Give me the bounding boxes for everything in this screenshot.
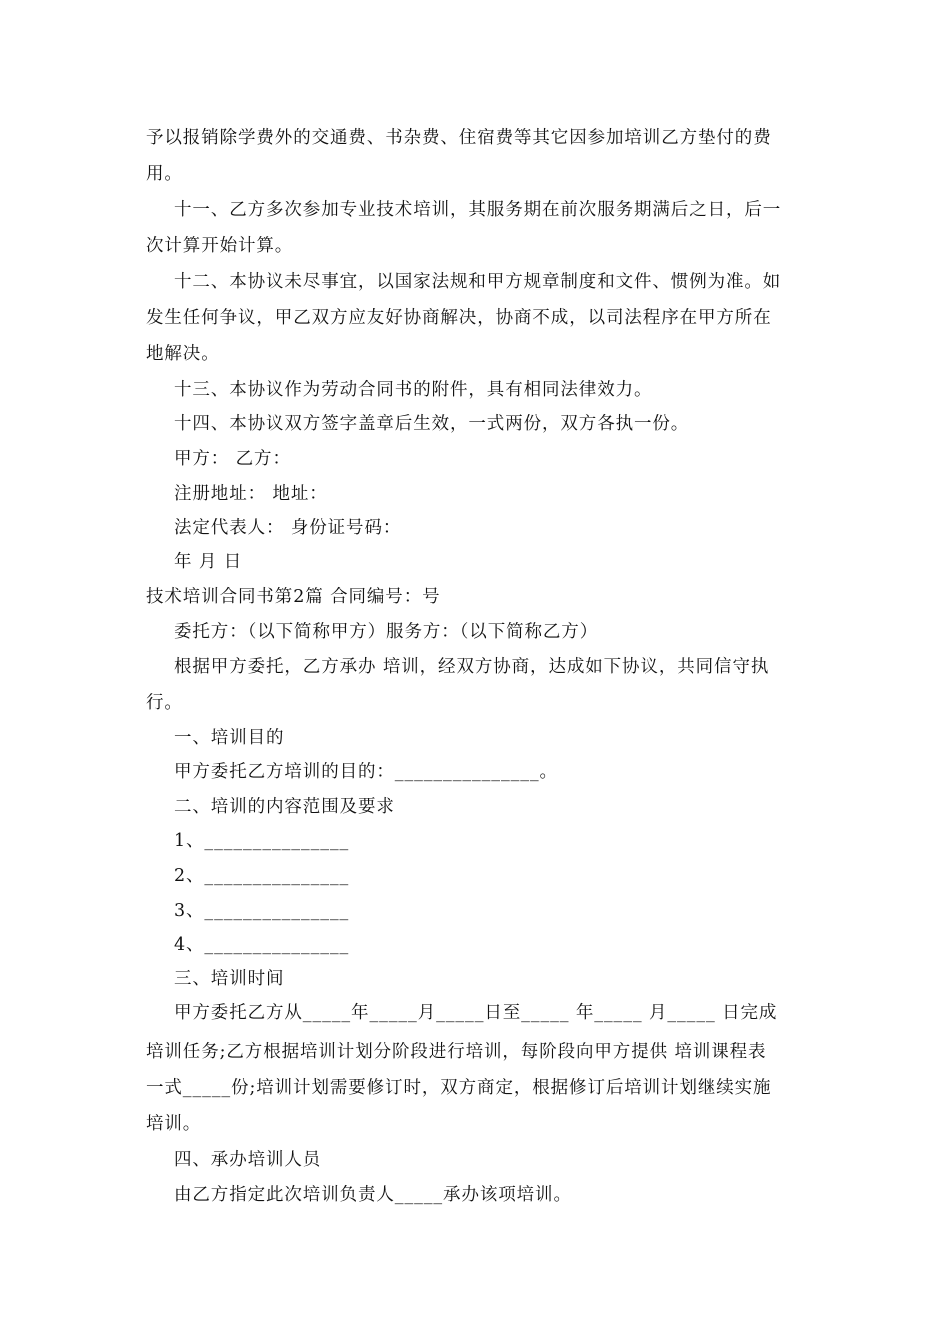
paragraph-line: 行。 — [146, 693, 183, 713]
paragraph-line: 次计算开始计算。 — [146, 236, 294, 256]
clause-11: 十一、乙方多次参加专业技术培训，其服务期在前次服务期满后之日，后一 — [174, 200, 782, 220]
list-item: 1、_______________ — [174, 831, 350, 851]
clause-13: 十三、本协议作为劳动合同书的附件，具有相同法律效力。 — [174, 380, 653, 400]
paragraph-line: 培训。 — [146, 1114, 202, 1134]
paragraph-line: 甲方委托乙方从_____年_____月_____日至_____ 年_____ 月_____ 日完成 — [174, 1003, 778, 1023]
paragraph-line: 由乙方指定此次培训负责人_____承办该项培训。 — [174, 1185, 572, 1205]
purpose-line: 甲方委托乙方培训的目的：_______________。 — [174, 762, 558, 782]
paragraph-line: 培训任务;乙方根据培训计划分阶段进行培训，每阶段向甲方提供 培训课程表 — [146, 1042, 767, 1062]
list-item: 3、_______________ — [174, 901, 350, 921]
clause-14: 十四、本协议双方签字盖章后生效，一式两份，双方各执一份。 — [174, 414, 690, 434]
heading-content: 二、培训的内容范围及要求 — [174, 797, 395, 817]
heading-time: 三、培训时间 — [174, 969, 285, 989]
paragraph-line: 地解决。 — [146, 344, 220, 364]
party-signature-line: 甲方： 乙方： — [174, 449, 291, 469]
heading-personnel: 四、承办培训人员 — [174, 1150, 322, 1170]
date-line: 年 月 日 — [174, 552, 243, 572]
list-item: 2、_______________ — [174, 866, 350, 886]
legal-representative-line: 法定代表人： 身份证号码： — [174, 518, 402, 538]
paragraph-line: 一式_____份;培训计划需要修订时，双方商定，根据修订后培训计划继续实施 — [146, 1078, 772, 1098]
clause-12: 十二、本协议未尽事宜，以国家法规和甲方规章制度和文件、惯例为准。如 — [174, 272, 782, 292]
heading-purpose: 一、培训目的 — [174, 728, 285, 748]
address-line: 注册地址： 地址： — [174, 484, 328, 504]
paragraph-line: 用。 — [146, 164, 183, 184]
paragraph-line: 根据甲方委托，乙方承办 培训，经双方协商，达成如下协议，共同信守执 — [174, 657, 770, 677]
paragraph-line: 予以报销除学费外的交通费、书杂费、住宿费等其它因参加培训乙方垫付的费 — [146, 128, 772, 148]
parties-line: 委托方：（以下简称甲方）服务方：（以下简称乙方） — [174, 622, 599, 642]
list-item: 4、_______________ — [174, 935, 350, 955]
section-title: 技术培训合同书第2篇 合同编号：号 — [146, 587, 441, 607]
paragraph-line: 发生任何争议，甲乙双方应友好协商解决，协商不成，以司法程序在甲方所在 — [146, 308, 772, 328]
